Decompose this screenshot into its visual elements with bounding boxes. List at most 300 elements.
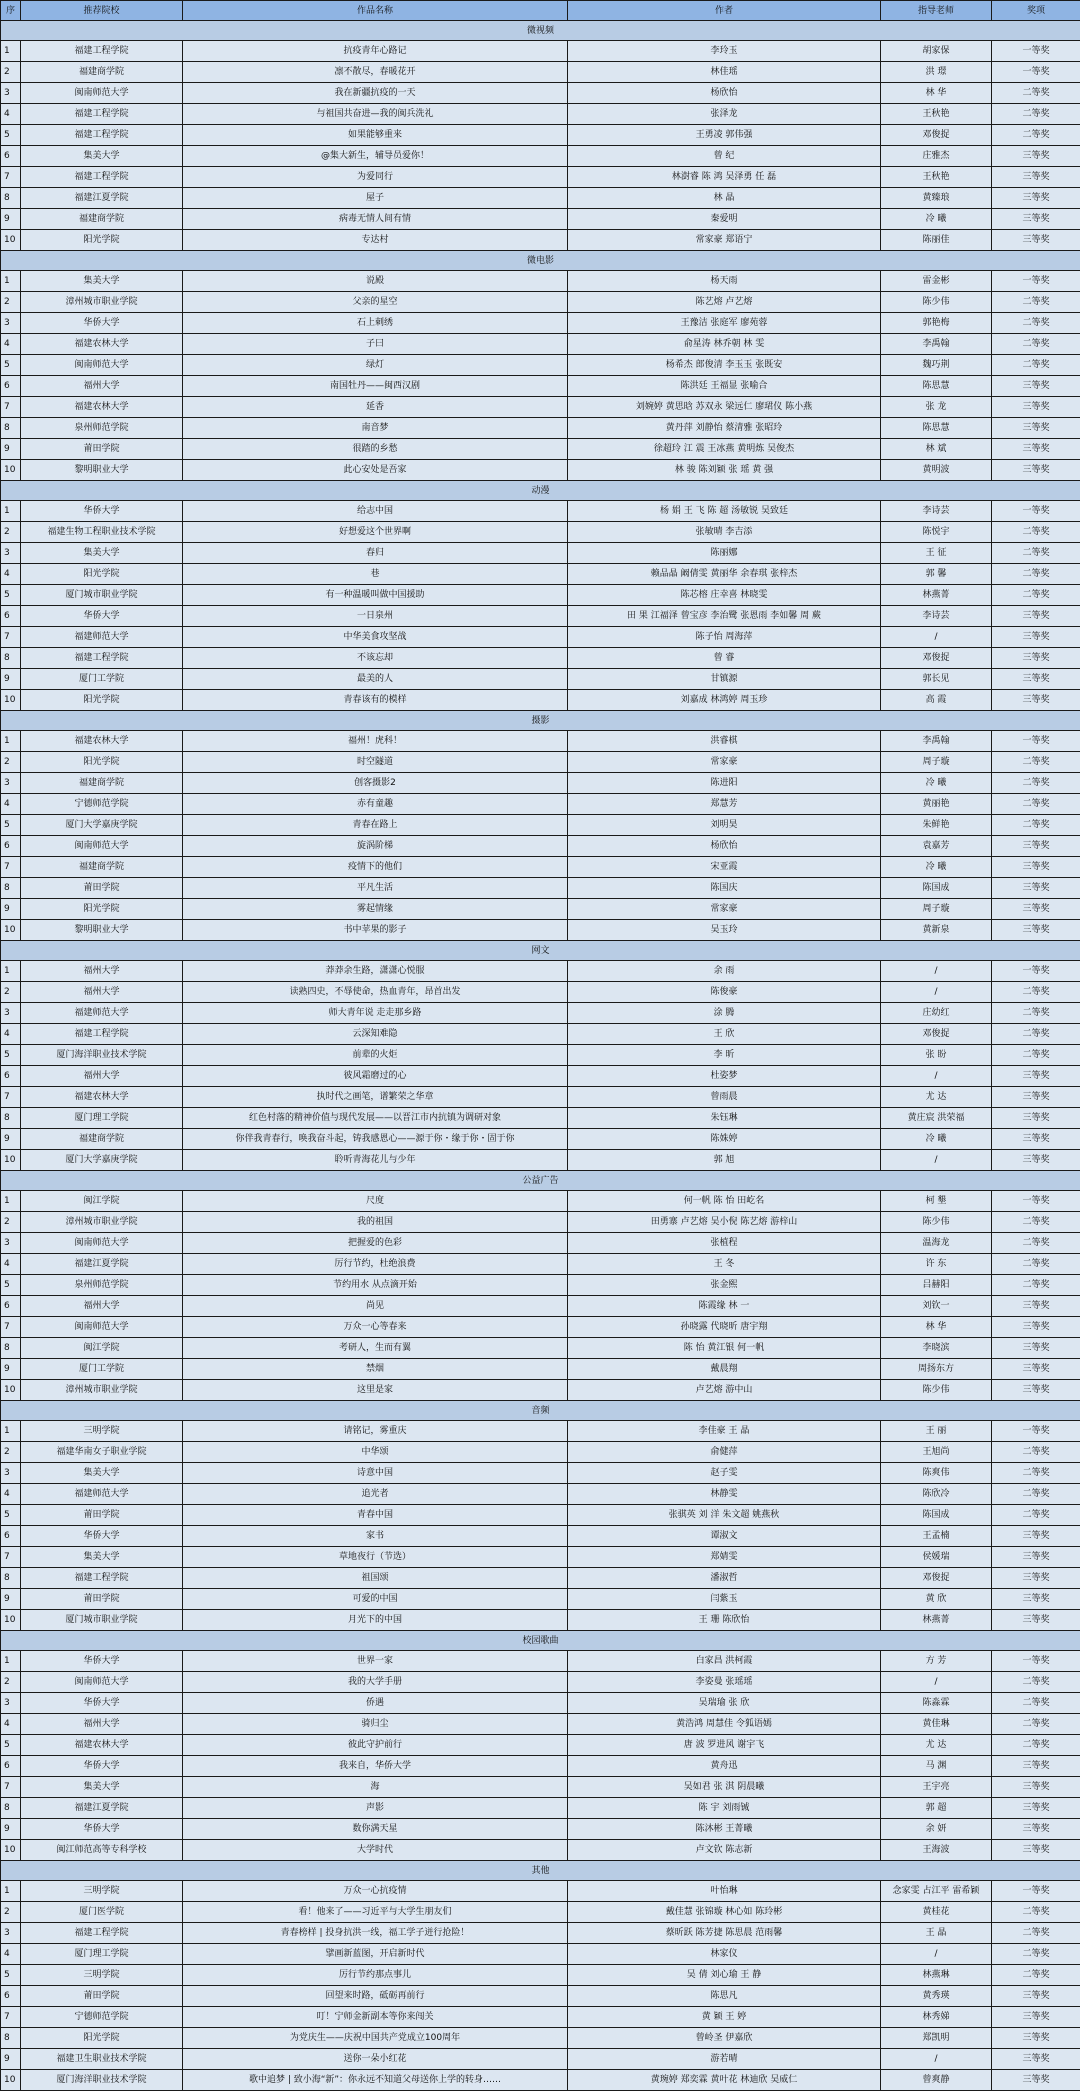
- award-cell: 三等奖: [992, 2070, 1080, 2091]
- work-title-cell: 海: [183, 1777, 568, 1798]
- award-cell: 二等奖: [992, 815, 1080, 836]
- work-title-cell: 青春在路上: [183, 815, 568, 836]
- work-title-cell: 回望来时路，砥砺再前行: [183, 1986, 568, 2007]
- teacher-cell: 尤 达: [881, 1087, 992, 1108]
- author-cell: 杨希杰 郎俊清 李玉玉 张既安: [568, 355, 881, 376]
- school-cell: 阳光学院: [21, 752, 183, 773]
- work-title-cell: 时空隧道: [183, 752, 568, 773]
- author-cell: 赖品晶 阚倩雯 黄丽华 余春琪 张梓杰: [568, 564, 881, 585]
- author-cell: 陈芯榕 庄幸喜 林晓雯: [568, 585, 881, 606]
- teacher-cell: 王秋艳: [881, 104, 992, 125]
- work-title-cell: 彼此守护前行: [183, 1735, 568, 1756]
- author-cell: 何一帆 陈 怡 田屹名: [568, 1191, 881, 1212]
- section-header-row: [1, 481, 1080, 501]
- teacher-cell: 王旭尚: [881, 1442, 992, 1463]
- author-cell: 林 晶: [568, 188, 881, 209]
- row-index: 2: [1, 752, 21, 773]
- table-row: [1, 1003, 1080, 1024]
- header-row: [1, 1, 1080, 21]
- work-title-cell: 专达村: [183, 230, 568, 251]
- work-title-cell: 你伴我青春行，唤我奋斗起，铸我感恩心——源于你・缘于你・固于你: [183, 1129, 568, 1150]
- award-cell: 一等奖: [992, 271, 1080, 292]
- table-row: [1, 2028, 1080, 2049]
- award-cell: 二等奖: [992, 104, 1080, 125]
- work-title-cell: 骑归尘: [183, 1714, 568, 1735]
- work-title-cell: 万众一心等春来: [183, 1317, 568, 1338]
- teacher-cell: 邓俊捉: [881, 648, 992, 669]
- teacher-cell: 郭 超: [881, 1798, 992, 1819]
- award-cell: 三等奖: [992, 460, 1080, 481]
- award-cell: 三等奖: [992, 230, 1080, 251]
- work-title-cell: 云深知难隐: [183, 1024, 568, 1045]
- author-cell: 杨欣怡: [568, 83, 881, 104]
- award-cell: 三等奖: [992, 920, 1080, 941]
- school-cell: 福建工程学院: [21, 1923, 183, 1944]
- award-cell: 二等奖: [992, 1505, 1080, 1526]
- author-cell: 黄琬婷 郑奕霖 黄叶花 林迪欣 吴威仁: [568, 2070, 881, 2091]
- teacher-cell: 周子璇: [881, 899, 992, 920]
- work-title-cell: 擘画新蓝图，开启新时代: [183, 1944, 568, 1965]
- school-cell: 福建工程学院: [21, 104, 183, 125]
- work-title-cell: @集大新生，辅导员爱你！: [183, 146, 568, 167]
- row-index: 3: [1, 543, 21, 564]
- award-cell: 三等奖: [992, 1150, 1080, 1171]
- table-row: [1, 2007, 1080, 2028]
- work-title-cell: 石上刺绣: [183, 313, 568, 334]
- work-title-cell: 延香: [183, 397, 568, 418]
- table-row: [1, 690, 1080, 711]
- work-title-cell: 师大青年说 走走那乡路: [183, 1003, 568, 1024]
- award-cell: 一等奖: [992, 961, 1080, 982]
- work-title-cell: 看！他来了——习近平与大学生朋友们: [183, 1902, 568, 1923]
- school-cell: 福建师范大学: [21, 1484, 183, 1505]
- section-title: 动漫: [1, 481, 1080, 501]
- teacher-cell: 陈淼霖: [881, 1693, 992, 1714]
- work-title-cell: 青春榜样 | 投身抗洪一线，福工学子迸行抢险！: [183, 1923, 568, 1944]
- teacher-cell: 胡家保: [881, 41, 992, 62]
- row-index: 5: [1, 1045, 21, 1066]
- award-cell: 二等奖: [992, 773, 1080, 794]
- row-index: 6: [1, 146, 21, 167]
- author-cell: 陈沐彬 王菁曦: [568, 1819, 881, 1840]
- section-header-row: [1, 1631, 1080, 1651]
- teacher-cell: 温海龙: [881, 1233, 992, 1254]
- author-cell: 陈思凡: [568, 1986, 881, 2007]
- award-cell: 二等奖: [992, 1233, 1080, 1254]
- award-cell: 二等奖: [992, 1944, 1080, 1965]
- teacher-cell: 张 盼: [881, 1045, 992, 1066]
- table-row: [1, 1275, 1080, 1296]
- school-cell: 阳光学院: [21, 564, 183, 585]
- teacher-cell: /: [881, 982, 992, 1003]
- author-cell: 陈洪廷 王福显 张喻合: [568, 376, 881, 397]
- teacher-cell: 陈国成: [881, 1505, 992, 1526]
- author-cell: 吴玉玲: [568, 920, 881, 941]
- table-row: [1, 731, 1080, 752]
- award-cell: 一等奖: [992, 62, 1080, 83]
- award-cell: 三等奖: [992, 1359, 1080, 1380]
- section-header-row: [1, 1861, 1080, 1881]
- author-cell: 李姿曼 张瑶瑶: [568, 1672, 881, 1693]
- author-cell: 叶怡琳: [568, 1881, 881, 1902]
- table-row: [1, 1944, 1080, 1965]
- school-cell: 福建江夏学院: [21, 1254, 183, 1275]
- table-row: [1, 167, 1080, 188]
- row-index: 2: [1, 522, 21, 543]
- work-title-cell: 家书: [183, 1526, 568, 1547]
- teacher-cell: 余 妍: [881, 1819, 992, 1840]
- work-title-cell: 父亲的星空: [183, 292, 568, 313]
- work-title-cell: 追光者: [183, 1484, 568, 1505]
- work-title-cell: 疫情下的他们: [183, 857, 568, 878]
- school-cell: 漳州城市职业学院: [21, 292, 183, 313]
- row-index: 9: [1, 899, 21, 920]
- row-index: 7: [1, 1087, 21, 1108]
- author-cell: 曾 睿: [568, 648, 881, 669]
- row-index: 3: [1, 773, 21, 794]
- author-cell: 白家昌 洪柯霞: [568, 1651, 881, 1672]
- school-cell: 福建生物工程职业技术学院: [21, 522, 183, 543]
- school-cell: 阳光学院: [21, 690, 183, 711]
- work-title-cell: 病毒无情人间有情: [183, 209, 568, 230]
- work-title-cell: 侨遇: [183, 1693, 568, 1714]
- school-cell: 宁德师范学院: [21, 2007, 183, 2028]
- school-cell: 厦门大学嘉庚学院: [21, 815, 183, 836]
- award-cell: 一等奖: [992, 501, 1080, 522]
- school-cell: 阳光学院: [21, 230, 183, 251]
- author-cell: 黄丹萍 刘静怡 蔡清雅 张昭玲: [568, 418, 881, 439]
- school-cell: 闽南师范大学: [21, 355, 183, 376]
- table-row: [1, 209, 1080, 230]
- school-cell: 华侨大学: [21, 1651, 183, 1672]
- work-title-cell: 莽莽余生路，潇潇心悦服: [183, 961, 568, 982]
- row-index: 7: [1, 1317, 21, 1338]
- award-cell: 三等奖: [992, 1840, 1080, 1861]
- teacher-cell: 冷 曦: [881, 773, 992, 794]
- award-cell: 三等奖: [992, 1066, 1080, 1087]
- work-title-cell: 诗意中国: [183, 1463, 568, 1484]
- row-index: 1: [1, 41, 21, 62]
- author-cell: 林静雯: [568, 1484, 881, 1505]
- school-cell: 福建江夏学院: [21, 1798, 183, 1819]
- teacher-cell: 陈思慧: [881, 418, 992, 439]
- award-cell: 三等奖: [992, 1087, 1080, 1108]
- school-cell: 华侨大学: [21, 501, 183, 522]
- author-cell: 曾 纪: [568, 146, 881, 167]
- table-row: [1, 899, 1080, 920]
- work-title-cell: 雾起情缘: [183, 899, 568, 920]
- author-cell: 张金熙: [568, 1275, 881, 1296]
- section-title: 公益广告: [1, 1171, 1080, 1191]
- work-title-cell: 世界一家: [183, 1651, 568, 1672]
- school-cell: 漳州城市职业学院: [21, 1380, 183, 1401]
- school-cell: 闽江师范高等专科学校: [21, 1840, 183, 1861]
- table-row: [1, 1087, 1080, 1108]
- row-index: 2: [1, 292, 21, 313]
- award-cell: 三等奖: [992, 2049, 1080, 2070]
- award-cell: 三等奖: [992, 669, 1080, 690]
- table-row: [1, 627, 1080, 648]
- row-index: 4: [1, 1484, 21, 1505]
- teacher-cell: 黄明波: [881, 460, 992, 481]
- row-index: 6: [1, 376, 21, 397]
- author-cell: 王 欣: [568, 1024, 881, 1045]
- award-cell: 三等奖: [992, 1338, 1080, 1359]
- author-cell: 刘嘉成 林鸿婷 周玉珍: [568, 690, 881, 711]
- table-row: [1, 1568, 1080, 1589]
- work-title-cell: 我的祖国: [183, 1212, 568, 1233]
- work-title-cell: 数你满天星: [183, 1819, 568, 1840]
- author-cell: 陈国庆: [568, 878, 881, 899]
- work-title-cell: 红色村落的精神价值与现代发展——以晋江市内抗镇为调研对象: [183, 1108, 568, 1129]
- table-row: [1, 1233, 1080, 1254]
- teacher-cell: 雷金彬: [881, 271, 992, 292]
- table-row: [1, 815, 1080, 836]
- teacher-cell: 李禹翰: [881, 334, 992, 355]
- teacher-cell: 刘钦一: [881, 1296, 992, 1317]
- author-cell: 张植程: [568, 1233, 881, 1254]
- section-title: 网文: [1, 941, 1080, 961]
- table-row: [1, 397, 1080, 418]
- author-cell: 卢文钦 陈志新: [568, 1840, 881, 1861]
- school-cell: 华侨大学: [21, 1819, 183, 1840]
- row-index: 6: [1, 1756, 21, 1777]
- author-cell: 陈艺熔 卢艺熔: [568, 292, 881, 313]
- work-title-cell: 南音梦: [183, 418, 568, 439]
- school-cell: 黎明职业大学: [21, 460, 183, 481]
- author-cell: 谭淑文: [568, 1526, 881, 1547]
- school-cell: 闽南师范大学: [21, 836, 183, 857]
- teacher-cell: 黄佳琳: [881, 1714, 992, 1735]
- school-cell: 福建工程学院: [21, 1024, 183, 1045]
- award-cell: 二等奖: [992, 1463, 1080, 1484]
- teacher-cell: 郑凯明: [881, 2028, 992, 2049]
- award-cell: 二等奖: [992, 1003, 1080, 1024]
- work-title-cell: 读熟四史，不辱使命，热血青年，昂首出发: [183, 982, 568, 1003]
- work-title-cell: 如果能够重来: [183, 125, 568, 146]
- award-cell: 二等奖: [992, 1254, 1080, 1275]
- row-index: 2: [1, 1672, 21, 1693]
- author-cell: 杨欣怡: [568, 836, 881, 857]
- table-body: [1, 21, 1080, 2091]
- school-cell: 福建工程学院: [21, 125, 183, 146]
- school-cell: 莆田学院: [21, 1589, 183, 1610]
- work-title-cell: 执时代之画笔，谱繁荣之华章: [183, 1087, 568, 1108]
- teacher-cell: 高 霞: [881, 690, 992, 711]
- award-cell: 二等奖: [992, 585, 1080, 606]
- teacher-cell: 邓俊捉: [881, 125, 992, 146]
- table-row: [1, 1338, 1080, 1359]
- school-cell: 厦门海洋职业技术学院: [21, 1045, 183, 1066]
- work-title-cell: 平凡生活: [183, 878, 568, 899]
- school-cell: 福建师范大学: [21, 1003, 183, 1024]
- teacher-cell: 念家雯 占江平 雷希颖: [881, 1881, 992, 1902]
- award-cell: 三等奖: [992, 1756, 1080, 1777]
- table-row: [1, 1317, 1080, 1338]
- teacher-cell: 侯媛瑞: [881, 1547, 992, 1568]
- author-cell: 田 果 江福泽 曾宝彦 李治鹭 张恩雨 李如馨 周 蕨: [568, 606, 881, 627]
- table-row: [1, 334, 1080, 355]
- row-index: 8: [1, 878, 21, 899]
- teacher-cell: 陈欣冷: [881, 1484, 992, 1505]
- row-index: 9: [1, 1819, 21, 1840]
- work-title-cell: 歌中追梦 | 致小海“新”：你永远不知道父母送你上学的转身……: [183, 2070, 568, 2091]
- author-cell: 卢艺熔 游中山: [568, 1380, 881, 1401]
- table-row: [1, 104, 1080, 125]
- author-cell: 陈 宇 刘雨铖: [568, 1798, 881, 1819]
- school-cell: 福建农林大学: [21, 397, 183, 418]
- table-row: [1, 188, 1080, 209]
- row-index: 5: [1, 1735, 21, 1756]
- table-row: [1, 313, 1080, 334]
- teacher-cell: 王 晶: [881, 1923, 992, 1944]
- award-cell: 三等奖: [992, 1547, 1080, 1568]
- row-index: 9: [1, 1589, 21, 1610]
- table-row: [1, 1380, 1080, 1401]
- school-cell: 漳州城市职业学院: [21, 1212, 183, 1233]
- work-title-cell: 这里是家: [183, 1380, 568, 1401]
- teacher-cell: /: [881, 1150, 992, 1171]
- school-cell: 闽南师范大学: [21, 1672, 183, 1693]
- row-index: 10: [1, 460, 21, 481]
- table-row: [1, 543, 1080, 564]
- award-cell: 二等奖: [992, 522, 1080, 543]
- school-cell: 华侨大学: [21, 1693, 183, 1714]
- award-cell: 二等奖: [992, 1735, 1080, 1756]
- work-title-cell: 中华颂: [183, 1442, 568, 1463]
- table-row: [1, 1066, 1080, 1087]
- table-row: [1, 794, 1080, 815]
- author-cell: 常家豪: [568, 899, 881, 920]
- author-cell: 刘婉婷 黄思晗 苏双永 梁远仁 廖珺仪 陈小燕: [568, 397, 881, 418]
- table-row: [1, 146, 1080, 167]
- work-title-cell: 很踏的乡愁: [183, 439, 568, 460]
- teacher-cell: 林燕琳: [881, 1965, 992, 1986]
- author-cell: 林澍睿 陈 鸿 吴泽勇 任 磊: [568, 167, 881, 188]
- school-cell: 福州大学: [21, 1296, 183, 1317]
- table-row: [1, 62, 1080, 83]
- table-row: [1, 439, 1080, 460]
- author-cell: 黄 颖 王 婷: [568, 2007, 881, 2028]
- row-index: 9: [1, 439, 21, 460]
- teacher-cell: 陈国成: [881, 878, 992, 899]
- table-row: [1, 1589, 1080, 1610]
- row-index: 2: [1, 1902, 21, 1923]
- author-cell: 常家豪: [568, 752, 881, 773]
- section-header-row: [1, 251, 1080, 271]
- teacher-cell: 李诗芸: [881, 606, 992, 627]
- school-cell: 厦门城市职业学院: [21, 585, 183, 606]
- table-row: [1, 752, 1080, 773]
- teacher-cell: 吕赫阳: [881, 1275, 992, 1296]
- row-index: 8: [1, 1798, 21, 1819]
- row-index: 9: [1, 2049, 21, 2070]
- table-row: [1, 1442, 1080, 1463]
- author-cell: 洪睿棋: [568, 731, 881, 752]
- school-cell: 三明学院: [21, 1881, 183, 1902]
- author-cell: 秦爱明: [568, 209, 881, 230]
- section-title: 其他: [1, 1861, 1080, 1881]
- section-title: 摄影: [1, 711, 1080, 731]
- work-title-cell: 为爱同行: [183, 167, 568, 188]
- section-header-row: [1, 941, 1080, 961]
- row-index: 8: [1, 188, 21, 209]
- row-index: 7: [1, 397, 21, 418]
- work-title-cell: 中华美食攻坚战: [183, 627, 568, 648]
- table-row: [1, 460, 1080, 481]
- teacher-cell: 郭长见: [881, 669, 992, 690]
- teacher-cell: 黄桂花: [881, 1902, 992, 1923]
- row-index: 5: [1, 1505, 21, 1526]
- table-row: [1, 1547, 1080, 1568]
- row-index: 1: [1, 1191, 21, 1212]
- table-row: [1, 1505, 1080, 1526]
- award-cell: 二等奖: [992, 334, 1080, 355]
- section-title: 微视频: [1, 21, 1080, 41]
- row-index: 8: [1, 648, 21, 669]
- teacher-cell: 郭 馨: [881, 564, 992, 585]
- teacher-cell: 林燕菁: [881, 585, 992, 606]
- award-cell: 二等奖: [992, 125, 1080, 146]
- school-cell: 厦门医学院: [21, 1902, 183, 1923]
- teacher-cell: 王宇亮: [881, 1777, 992, 1798]
- award-cell: 一等奖: [992, 1651, 1080, 1672]
- school-cell: 厦门城市职业学院: [21, 1610, 183, 1631]
- school-cell: 集美大学: [21, 1547, 183, 1568]
- teacher-cell: 王 丽: [881, 1421, 992, 1442]
- row-index: 7: [1, 1547, 21, 1568]
- table-row: [1, 1463, 1080, 1484]
- author-cell: 陈 怡 黄江银 何一帆: [568, 1338, 881, 1359]
- work-title-cell: 好想爱这个世界啊: [183, 522, 568, 543]
- table-row: [1, 857, 1080, 878]
- row-index: 10: [1, 920, 21, 941]
- teacher-cell: /: [881, 1672, 992, 1693]
- award-cell: 三等奖: [992, 1129, 1080, 1150]
- table-row: [1, 83, 1080, 104]
- school-cell: 华侨大学: [21, 606, 183, 627]
- author-cell: 刘明昊: [568, 815, 881, 836]
- teacher-cell: /: [881, 961, 992, 982]
- table-row: [1, 1421, 1080, 1442]
- work-title-cell: 书中苹果的影子: [183, 920, 568, 941]
- table-row: [1, 669, 1080, 690]
- school-cell: 福建商学院: [21, 773, 183, 794]
- header-work: 作品名称: [183, 1, 568, 21]
- teacher-cell: 王 征: [881, 543, 992, 564]
- table-row: [1, 1045, 1080, 1066]
- author-cell: 陈俊豪: [568, 982, 881, 1003]
- work-title-cell: 此心安处是吾家: [183, 460, 568, 481]
- row-index: 3: [1, 313, 21, 334]
- author-cell: 郑婧雯: [568, 1547, 881, 1568]
- table-row: [1, 1129, 1080, 1150]
- row-index: 1: [1, 271, 21, 292]
- row-index: 7: [1, 857, 21, 878]
- row-index: 5: [1, 1275, 21, 1296]
- school-cell: 福建工程学院: [21, 648, 183, 669]
- author-cell: 陈进阳: [568, 773, 881, 794]
- award-cell: 三等奖: [992, 836, 1080, 857]
- table-row: [1, 1150, 1080, 1171]
- work-title-cell: 请铭记，雾重庆: [183, 1421, 568, 1442]
- work-title-cell: 青春该有的模样: [183, 690, 568, 711]
- teacher-cell: 冷 曦: [881, 857, 992, 878]
- teacher-cell: 曾爽静: [881, 2070, 992, 2091]
- award-cell: 三等奖: [992, 1317, 1080, 1338]
- award-cell: 二等奖: [992, 543, 1080, 564]
- school-cell: 福建卫生职业技术学院: [21, 2049, 183, 2070]
